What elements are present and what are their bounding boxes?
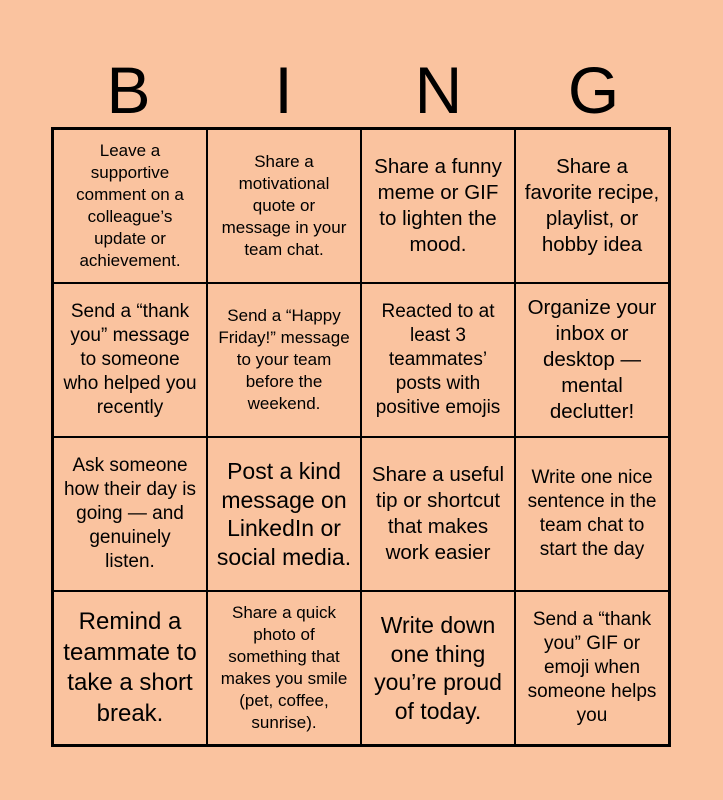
cell-text: Organize your inbox or desktop — mental declutter!: [527, 296, 657, 423]
cell-text: Post a kind message on LinkedIn or social media.: [216, 458, 352, 570]
cell-text: Send a “thank you” GIF or emoji when someone helps you: [527, 609, 657, 726]
bingo-cell-r3-c2[interactable]: [207, 437, 361, 591]
cell-text: Reacted to at least 3 teammates’ posts with positive emojis: [375, 301, 501, 418]
bingo-cell-r1-c4[interactable]: [515, 129, 669, 283]
cell-text: Remind a teammate to take a short break.: [63, 608, 197, 727]
bingo-cell-r2-c1[interactable]: [53, 283, 207, 437]
bingo-cell-r1-c1[interactable]: [53, 129, 207, 283]
cell-text: Share a motivational quote or message in your team chat.: [221, 152, 347, 259]
cell-text: Write one nice sentence in the team chat to start the day: [527, 467, 657, 560]
bingo-cell-r4-c2[interactable]: [207, 591, 361, 745]
bingo-board: [51, 127, 671, 747]
bingo-header: [51, 52, 671, 128]
bingo-cell-r2-c3[interactable]: [361, 283, 515, 437]
bingo-cell-r2-c2[interactable]: [207, 283, 361, 437]
header-letter-i: I: [274, 53, 293, 127]
cell-text: Share a funny meme or GIF to lighten the mood.: [374, 155, 502, 256]
header-letter-b: B: [106, 53, 151, 127]
cell-text: Send a “Happy Friday!” message to your team before the weekend.: [218, 306, 350, 413]
cell-text: Leave a supportive comment on a colleague’s update or achievement.: [76, 141, 184, 270]
bingo-cell-r4-c1[interactable]: [53, 591, 207, 745]
header-letter-n: N: [414, 53, 463, 127]
bingo-cell-r2-c4[interactable]: [515, 283, 669, 437]
bingo-cell-r1-c2[interactable]: [207, 129, 361, 283]
cell-text: Write down one thing you’re proud of today.: [374, 612, 502, 724]
bingo-cell-r3-c3[interactable]: [361, 437, 515, 591]
bingo-cell-r4-c4[interactable]: [515, 591, 669, 745]
cell-text: Share a quick photo of something that makes you smile (pet, coffee, sunrise).: [220, 603, 348, 732]
cell-text: Share a useful tip or shortcut that makes work easier: [371, 463, 505, 564]
bingo-cell-r1-c3[interactable]: [361, 129, 515, 283]
cell-text: Send a “thank you” message to someone who helped you recently: [63, 301, 197, 418]
bingo-cell-r3-c4[interactable]: [515, 437, 669, 591]
cell-text: Share a favorite recipe, playlist, or hobby idea: [524, 155, 660, 256]
cell-text: Ask someone how their day is going — and genuinely listen.: [63, 455, 196, 572]
bingo-cell-r3-c1[interactable]: [53, 437, 207, 591]
header-letter-g: G: [567, 53, 620, 127]
bingo-cell-r4-c3[interactable]: [361, 591, 515, 745]
